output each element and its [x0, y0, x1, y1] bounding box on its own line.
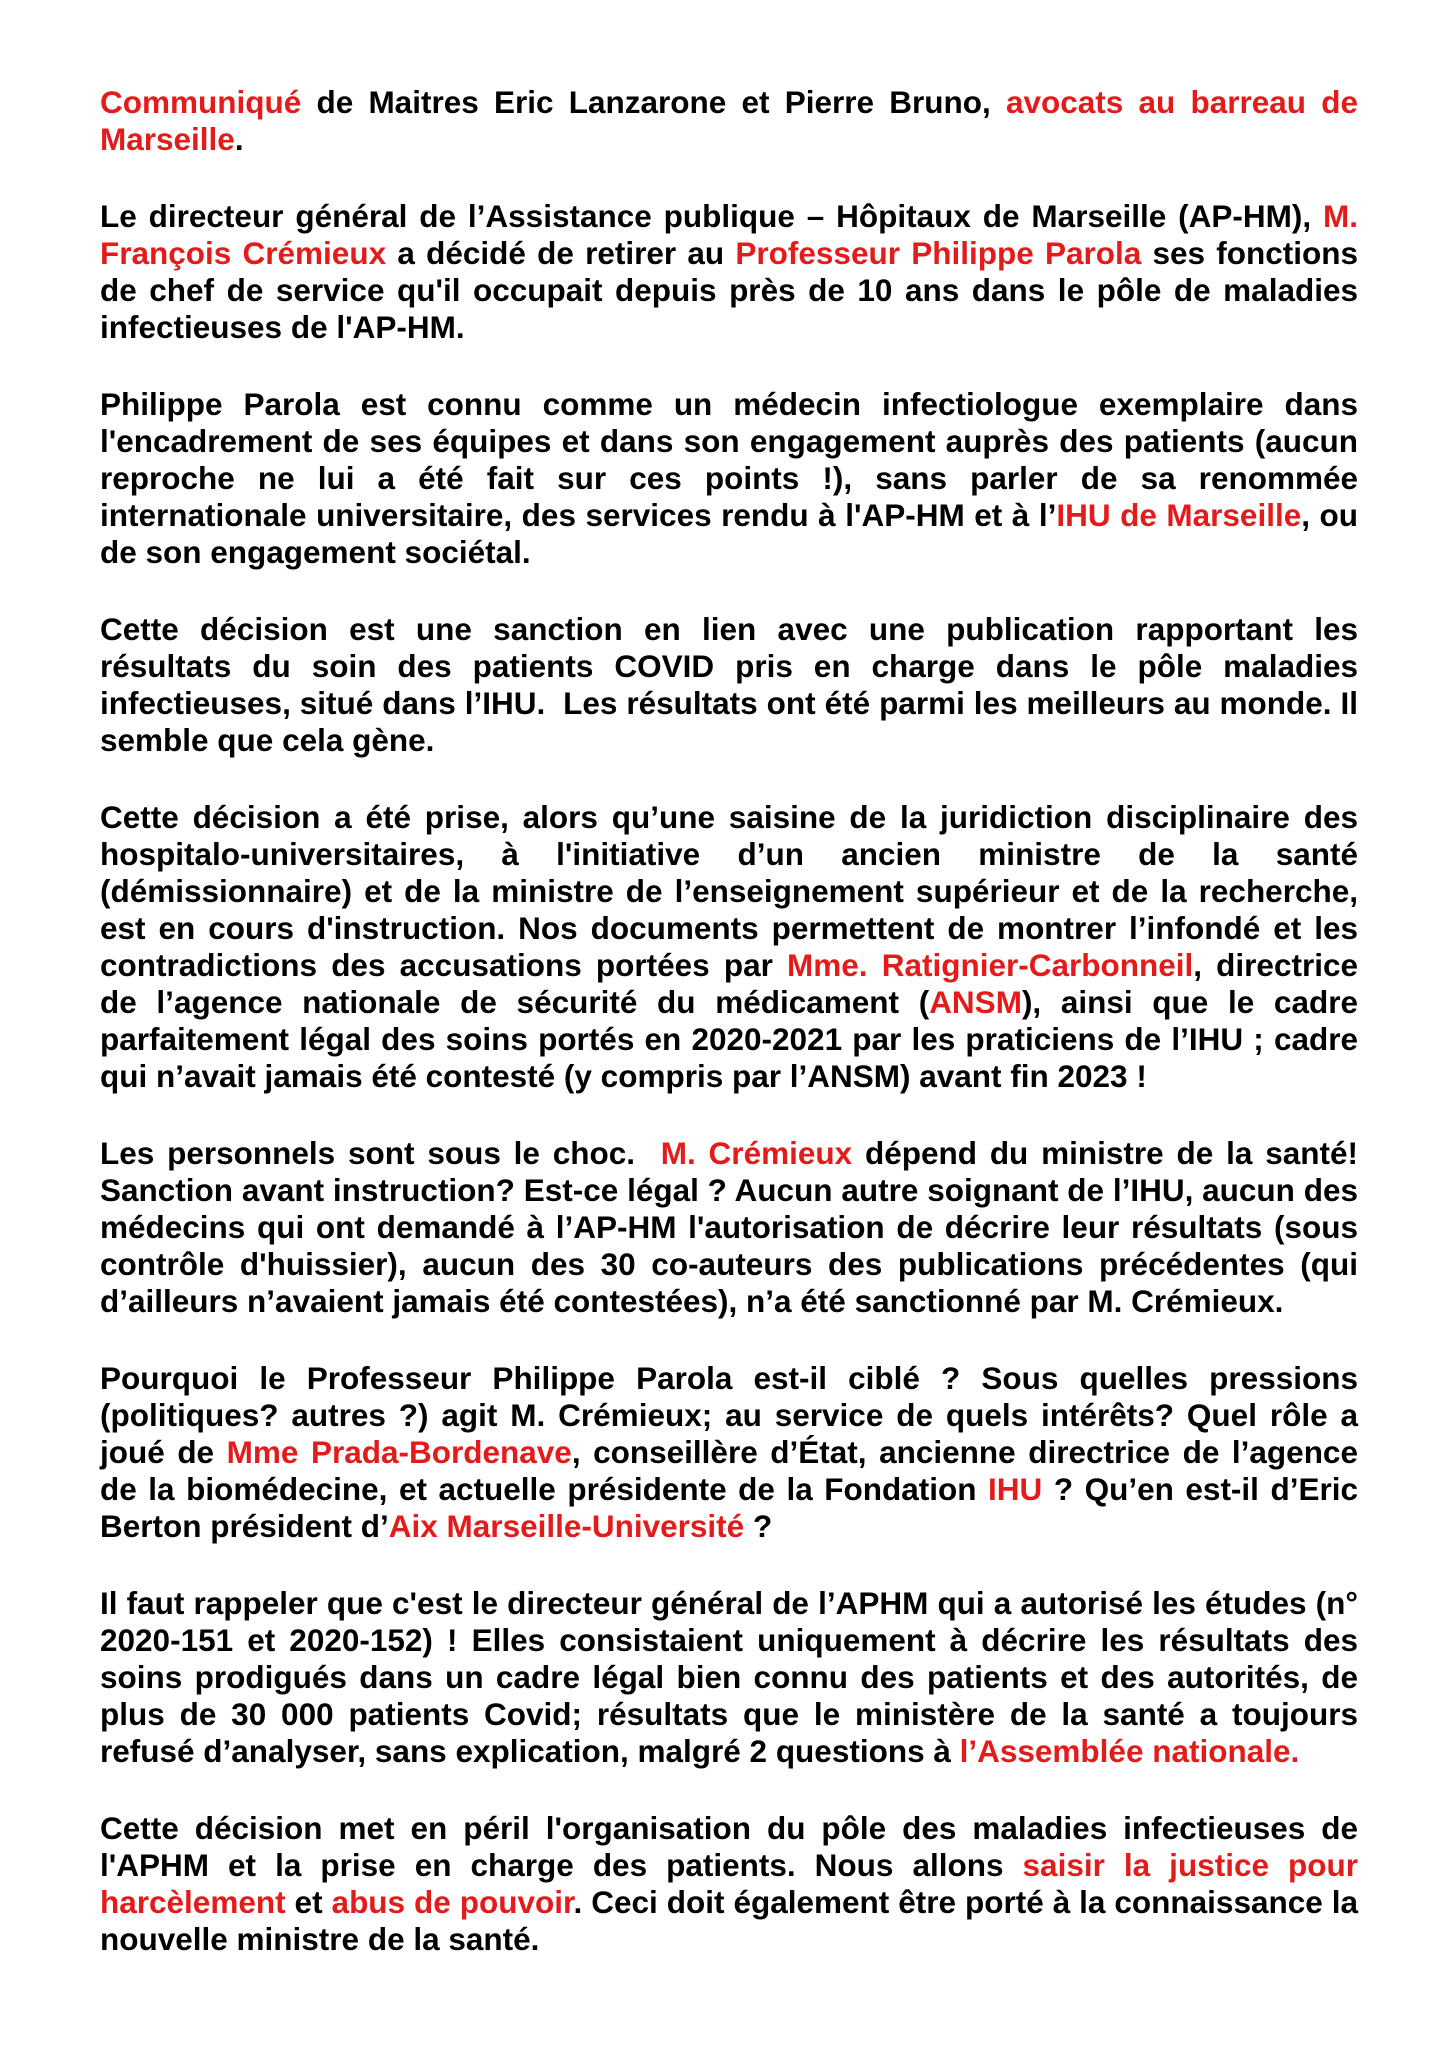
- document-body: [100, 84, 1358, 1958]
- text-segment: Cette décision a été prise, alors qu’une saisine de la juridiction disciplinaire des hospitalo-universitaires, à l'initiative d’un ancien ministre de la santé (démissionnaire) et de la ministre de l’enseignement supérieur et de la recherche, est en cours d'instruction. Nos documents permettent de montrer l’infondé et les contradictions des accusations portées par: [100, 799, 1358, 983]
- text-segment: saisir la justice pour harcèlement: [100, 1847, 1358, 1920]
- text-segment: , ou de son engagement sociétal.: [100, 497, 1358, 570]
- text-segment: Mme. Ratignier-Carbonneil: [787, 947, 1194, 983]
- text-segment: Mme Prada-Bordenave: [226, 1434, 572, 1470]
- text-segment: .: [234, 121, 244, 157]
- paragraph-9: [100, 1810, 1358, 1958]
- text-segment: Communiqué: [100, 84, 302, 120]
- text-segment: Aix Marseille-Université: [388, 1508, 745, 1544]
- text-segment: Cette décision est une sanction en lien avec une publication rapportant les résultats du soin des patients COVID pris en charge dans le pôle maladies infectieuses, situé dans l’IHU. Les résultats ont été parmi les meilleurs au monde. Il semble que cela gène.: [100, 611, 1358, 758]
- text-segment: , conseillère d’État, ancienne directrice de l’agence de la biomédecine, et actuelle présidente de la Fondation: [100, 1434, 1358, 1507]
- text-segment: ? Qu’en est-il d’Eric Berton président d’: [100, 1471, 1358, 1544]
- text-segment: abus de pouvoir: [331, 1884, 574, 1920]
- text-segment: Philippe Parola est connu comme un médecin infectiologue exemplaire dans l'encadrement de ses équipes et dans son engagement auprès des patients (aucun reproche ne lui a été fait sur ces points !), sans parler de sa renommée internationale universitaire, des services rendu à l'AP-HM et à l’: [100, 386, 1358, 533]
- text-segment: Il faut rappeler que c'est le directeur général de l’APHM qui a autorisé les études (n° 2020-151 et 2020-152) ! Elles consistaient uniquement à décrire les résultats des soins prodigués dans un cadre légal bien connu des patients et des autorités, de plus de 30 000 patients Covid; résultats que le ministère de la santé a toujours refusé d’analyser, sans explication, malgré 2 questions à: [100, 1585, 1358, 1769]
- text-segment: ses fonctions de chef de service qu'il occupait depuis près de 10 ans dans le pôle de maladies infectieuses de l'AP-HM.: [100, 235, 1359, 345]
- paragraph-5: [100, 799, 1358, 1095]
- text-segment: ), ainsi que le cadre parfaitement légal des soins portés en 2020-2021 par les praticiens de l’IHU ; cadre qui n’avait jamais été contesté (y compris par l’ANSM) avant fin 2023 !: [100, 984, 1358, 1094]
- paragraph-7: [100, 1360, 1358, 1545]
- text-segment: Les personnels sont sous le choc.: [100, 1135, 661, 1171]
- text-segment: et: [285, 1884, 332, 1920]
- paragraph-2: [100, 198, 1358, 346]
- text-segment: Cette décision met en péril l'organisation du pôle des maladies infectieuses de l'APHM et la prise en charge des patients. Nous allons: [100, 1810, 1358, 1883]
- text-segment: Professeur Philippe Parola: [735, 235, 1142, 271]
- text-segment: M. François Crémieux: [100, 198, 1358, 271]
- text-segment: l’Assemblée nationale.: [959, 1733, 1300, 1769]
- paragraph-1: [100, 84, 1358, 158]
- text-segment: Le directeur général de l’Assistance publique – Hôpitaux de Marseille (AP-HM),: [100, 198, 1323, 234]
- text-segment: de Maitres Eric Lanzarone et Pierre Bruno,: [301, 84, 1006, 120]
- text-segment: M. Crémieux: [660, 1135, 853, 1171]
- text-segment: a décidé de retirer au: [386, 235, 736, 271]
- text-segment: ANSM: [929, 984, 1022, 1020]
- paragraph-3: [100, 386, 1358, 571]
- text-segment: IHU de Marseille: [1056, 497, 1302, 533]
- paragraph-8: [100, 1585, 1358, 1770]
- text-segment: IHU: [988, 1471, 1043, 1507]
- paragraph-4: [100, 611, 1358, 759]
- text-segment: , directrice de l’agence nationale de sécurité du médicament (: [100, 947, 1358, 1020]
- text-segment: avocats au barreau de Marseille: [100, 84, 1358, 157]
- paragraph-6: [100, 1135, 1358, 1320]
- text-segment: Pourquoi le Professeur Philippe Parola est-il ciblé ? Sous quelles pressions (politiques? autres ?) agit M. Crémieux; au service de quels intérêts? Quel rôle a joué de: [100, 1360, 1358, 1470]
- text-segment: . Ceci doit également être porté à la connaissance la nouvelle ministre de la santé.: [100, 1884, 1358, 1957]
- text-segment: dépend du ministre de la santé! Sanction avant instruction? Est-ce légal ? Aucun autre soignant de l’IHU, aucun des médecins qui ont demandé à l’AP-HM l'autorisation de décrire leur résultats (sous contrôle d'huissier), aucun des 30 co-auteurs des publications précédentes (qui d’ailleurs n’avaient jamais été contestées), n’a été sanctionné par M. Crémieux.: [100, 1135, 1358, 1319]
- text-segment: ?: [744, 1508, 773, 1544]
